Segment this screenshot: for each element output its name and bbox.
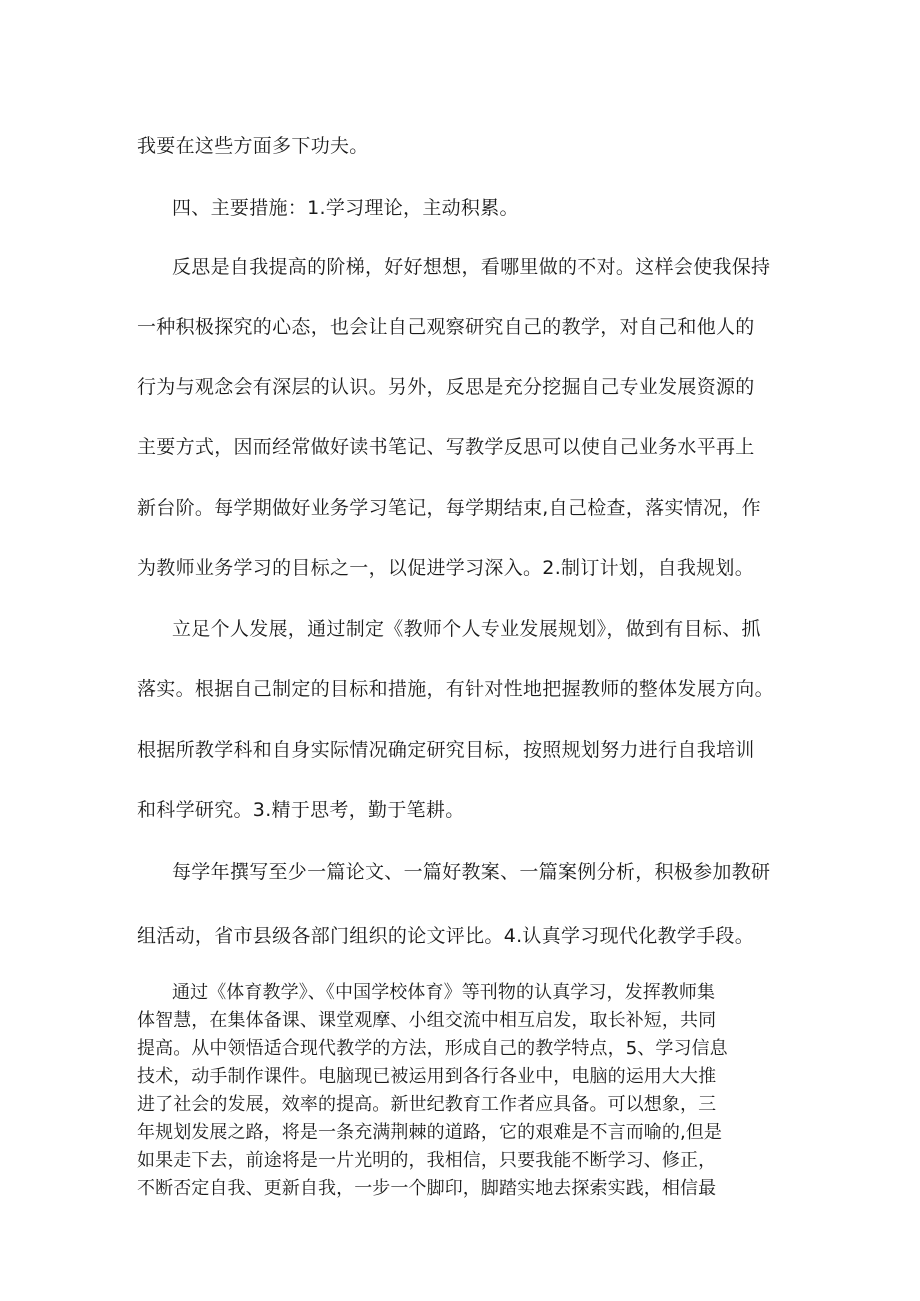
text-line: 落实。根据自己制定的目标和措施，有针对性地把握教师的整体发展方向。	[137, 678, 774, 700]
text-line: 和科学研究。3.精于思考，勤于笔耕。	[137, 799, 465, 821]
text-line: 体智慧，在集体备课、课堂观摩、小组交流中相互启发，取长补短，共同	[137, 1010, 717, 1031]
text-line: 通过《体育教学》、《中国学校体育》等刊物的认真学习，发挥教师集	[172, 982, 716, 1003]
text-line: 组活动，省市县级各部门组织的论文评比。4.认真学习现代化教学手段。	[137, 925, 755, 947]
text-line: 每学年撰写至少一篇论文、一篇好教案、一篇案例分析，积极参加教研	[172, 861, 771, 883]
text-line: 反思是自我提高的阶梯，好好想想，看哪里做的不对。这样会使我保持	[172, 256, 771, 278]
text-line: 如果走下去，前途将是一片光明的，我相信，只要我能不断学习、修正，	[137, 1150, 717, 1171]
text-line: 年规划发展之路，将是一条充满荆棘的道路，它的艰难是不言而喻的,但是	[137, 1122, 723, 1143]
text-line: 技术，动手制作课件。电脑现已被运用到各行各业中，电脑的运用大大推	[137, 1066, 717, 1087]
text-line: 进了社会的发展，效率的提高。新世纪教育工作者应具备。可以想象，三	[137, 1094, 717, 1115]
text-line: 主要方式，因而经常做好读书笔记、写教学反思可以使自己业务水平再上	[137, 436, 755, 458]
text-line: 四、主要措施：1.学习理论，主动积累。	[172, 197, 519, 219]
text-line: 行为与观念会有深层的认识。另外，反思是充分挖掘自己专业发展资源的	[137, 376, 755, 398]
text-line: 不断否定自我、更新自我，一步一个脚印，脚踏实地去探索实践，相信最	[137, 1178, 717, 1199]
text-line: 立足个人发展，通过制定《教师个人专业发展规划》，做到有目标、抓	[172, 618, 761, 640]
text-line: 我要在这些方面多下功夫。	[137, 135, 369, 157]
text-line: 根据所教学科和自身实际情况确定研究目标，按照规划努力进行自我培训	[137, 739, 755, 761]
text-line: 新台阶。每学期做好业务学习笔记，每学期结束,自己检查，落实情况，作	[137, 497, 761, 519]
text-line: 提高。从中领悟适合现代教学的方法，形成自己的教学特点，5、学习信息	[137, 1038, 728, 1059]
text-line: 一种积极探究的心态，也会让自己观察研究自己的教学，对自己和他人的	[137, 316, 755, 338]
text-line: 为教师业务学习的目标之一，以促进学习深入。2.制订计划，自我规划。	[137, 557, 755, 579]
